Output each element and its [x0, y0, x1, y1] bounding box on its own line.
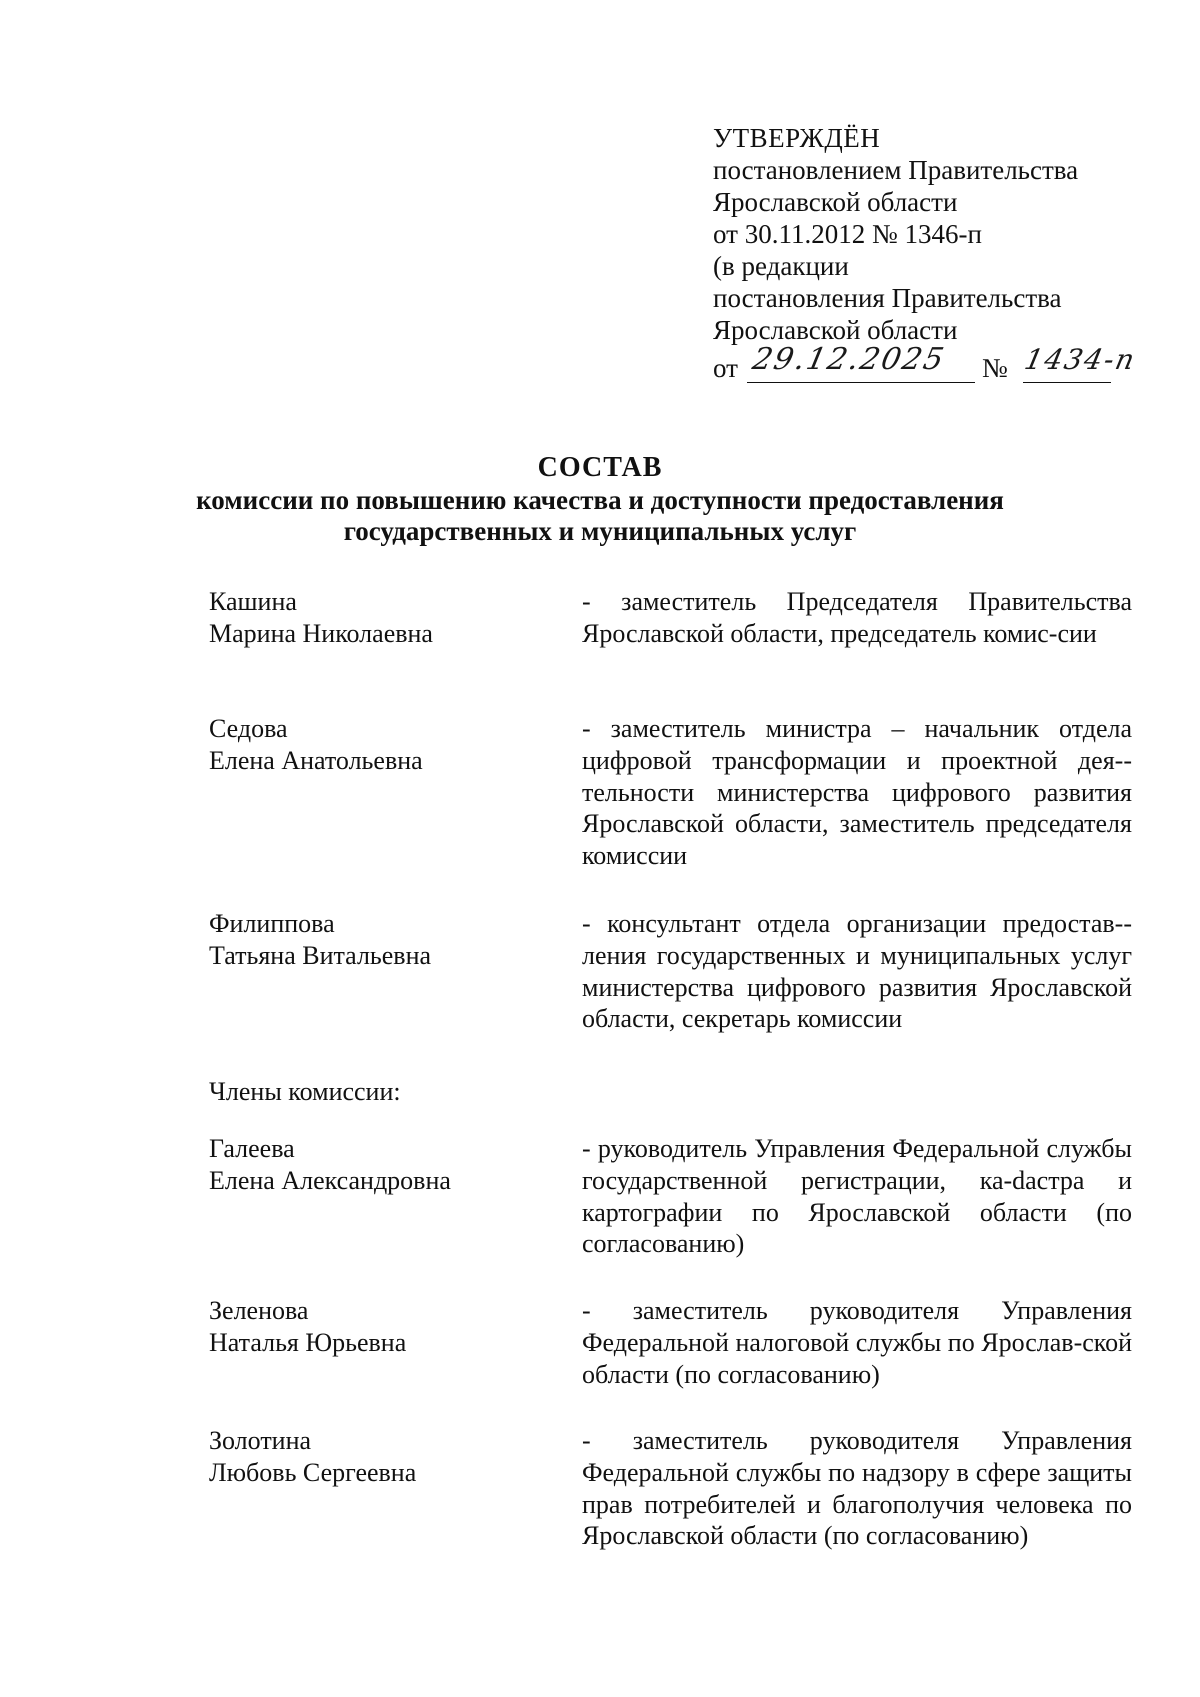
date-prefix: от	[713, 353, 738, 383]
approval-title: УТВЕРЖДЁН	[713, 123, 881, 153]
number-prefix: №	[982, 353, 1008, 383]
members-label: Члены комиссии:	[209, 1077, 401, 1106]
member-name	[209, 1295, 569, 1359]
member-role: - заместитель руководителя Управления Федеральной налоговой службы по Яpослав-ской области (по согласованию)	[582, 1296, 1132, 1389]
approval-block	[713, 122, 1153, 388]
member-role: - заместитель руководителя Управления Федеральной службы по надзору в сфере защиты прав потребителей и благополучия человека по Ярославской области (по согласованию)	[582, 1426, 1132, 1551]
member-surname: Золотина	[209, 1426, 312, 1455]
heading-line-2: государственных и муниципальных услуг	[343, 516, 857, 546]
member-name	[209, 713, 569, 777]
member-given-name: Елена Анатольевна	[209, 745, 423, 775]
member-name	[209, 586, 569, 650]
member-role: - заместитель министра – начальник отдела цифровой трансформации и проектной дея-тельности министерства цифрового развития Ярославской области, заместитель председателя комиссии	[582, 714, 1132, 871]
member-surname: Кашина	[209, 587, 297, 616]
member-role: - заместитель Председателя Правительства Ярославской области, председатель комис-сии	[582, 587, 1132, 648]
approval-line-5: постановления Правительства	[713, 283, 1062, 313]
heading-title: СОСТАВ	[537, 452, 663, 483]
member-given-name: Елена Александровна	[209, 1165, 451, 1195]
member-name	[209, 1133, 569, 1197]
member-surname: Галеева	[209, 1134, 295, 1163]
approval-line-2: Ярославской области	[713, 187, 958, 217]
heading-line-1: комиссии по повышению качества и доступности предоставления	[196, 485, 1004, 515]
member-given-name: Наталья Юрьевна	[209, 1327, 407, 1357]
approval-line-3: от 30.11.2012 № 1346-п	[713, 219, 982, 249]
member-name	[209, 1425, 569, 1489]
member-role: - консультант отдела организации предостав-ления государственных и муниципальных услуг министерства цифрового развития Ярославской области, секретарь комиссии	[582, 909, 1132, 1034]
handwritten-date: 29.12.2025	[749, 342, 949, 377]
member-given-name: Любовь Сергеевна	[209, 1457, 417, 1487]
approval-date-line	[713, 342, 1153, 388]
member-surname: Зеленова	[209, 1296, 309, 1325]
member-role: - руководитель Управления Федеральной службы государственной регистрации, ка-dастра и картографии по Ярославской области (по согласованию)	[582, 1134, 1132, 1259]
approval-line-1: постановлением Правительства	[713, 155, 1079, 185]
member-given-name: Татьяна Витальевна	[209, 940, 432, 970]
member-name	[209, 908, 569, 972]
handwritten-number: 1434-п	[1021, 343, 1140, 376]
member-surname: Седова	[209, 714, 288, 743]
document-heading	[0, 452, 1200, 547]
approval-line-4: (в редакции	[713, 251, 849, 281]
member-given-name: Марина Николаевна	[209, 618, 433, 648]
member-surname: Филиппова	[209, 909, 335, 938]
approval-line-6: Ярославской области	[713, 315, 958, 345]
